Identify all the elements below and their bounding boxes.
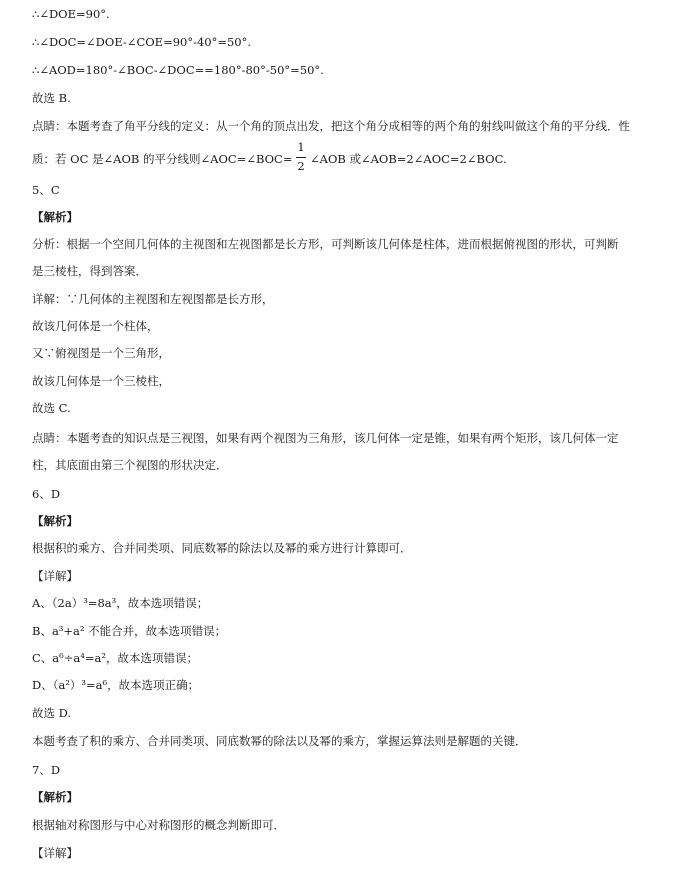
section-label: 【详解】 xyxy=(32,569,78,583)
text-line: 分析：根据一个空间几何体的主视图和左视图都是长方形，可判断该几何体是柱体，进而根据俯视图的形状，可判断 xyxy=(32,237,619,251)
answer-heading: 5、C xyxy=(32,183,60,197)
text-line: 是三棱柱，得到答案． xyxy=(32,264,147,278)
section-label: 【详解】 xyxy=(32,846,78,860)
text-line: 本题考查了积的乘方、合并同类项、同底数幂的除法以及幂的乘方，掌握运算法则是解题的关键． xyxy=(32,734,527,748)
answer-heading: 6、D xyxy=(32,487,61,501)
text-line: D、（a²）³=a⁶，故本选项正确； xyxy=(32,678,200,692)
text-line: 柱，其底面由第三个视图的形状决定． xyxy=(32,458,228,472)
text-line: A、（2a）³=8a³，故本选项错误； xyxy=(32,596,209,610)
fraction-numerator: 1 xyxy=(297,140,305,154)
fraction-denominator: 2 xyxy=(297,159,305,173)
text-line: 点睛：本题考查了角平分线的定义：从一个角的顶点出发，把这个角分成相等的两个角的射线叫做这个角的平分线．性 xyxy=(32,119,630,133)
text-line: 点睛：本题考查的知识点是三视图，如果有两个视图为三角形，该几何体一定是锥，如果有两个矩形，该几何体一定 xyxy=(32,431,619,445)
text-line: ∠AOB 或∠AOB=2∠AOC=2∠BOC. xyxy=(310,152,507,166)
section-label: 【解析】 xyxy=(32,514,78,528)
answer-heading: 7、D xyxy=(32,763,61,777)
text-line: 根据轴对称图形与中心对称图形的概念判断即可． xyxy=(32,818,285,832)
text-line: ∴∠DOE=90°. xyxy=(32,7,110,21)
section-label: 【解析】 xyxy=(32,790,78,804)
text-line: 详解：∵几何体的主视图和左视图都是长方形， xyxy=(32,292,274,306)
text-line: 故该几何体是一个三棱柱， xyxy=(32,374,170,388)
text-line: ∴∠AOD=180°-∠BOC-∠DOC==180°-80°-50°=50°. xyxy=(32,63,324,77)
text-line: 又∵俯视图是一个三角形， xyxy=(32,346,170,360)
text-line: 根据积的乘方、合并同类项、同底数幂的除法以及幂的乘方进行计算即可． xyxy=(32,541,412,555)
section-label: 【解析】 xyxy=(32,210,78,224)
text-line: C、a⁶÷a⁴=a²，故本选项错误； xyxy=(32,651,198,665)
text-line: 故选 C. xyxy=(32,401,71,415)
text-line: 故选 D. xyxy=(32,706,72,720)
text-line: 故该几何体是一个柱体， xyxy=(32,319,159,333)
fraction-bar xyxy=(296,157,306,158)
text-line: 故选 B. xyxy=(32,91,71,105)
text-line: 质：若 OC 是∠AOB 的平分线则∠AOC=∠BOC= xyxy=(32,152,293,166)
text-line: ∴∠DOC=∠DOE-∠COE=90°-40°=50°. xyxy=(32,35,252,49)
text-line: B、a³+a² 不能合并，故本选项错误； xyxy=(32,624,227,638)
